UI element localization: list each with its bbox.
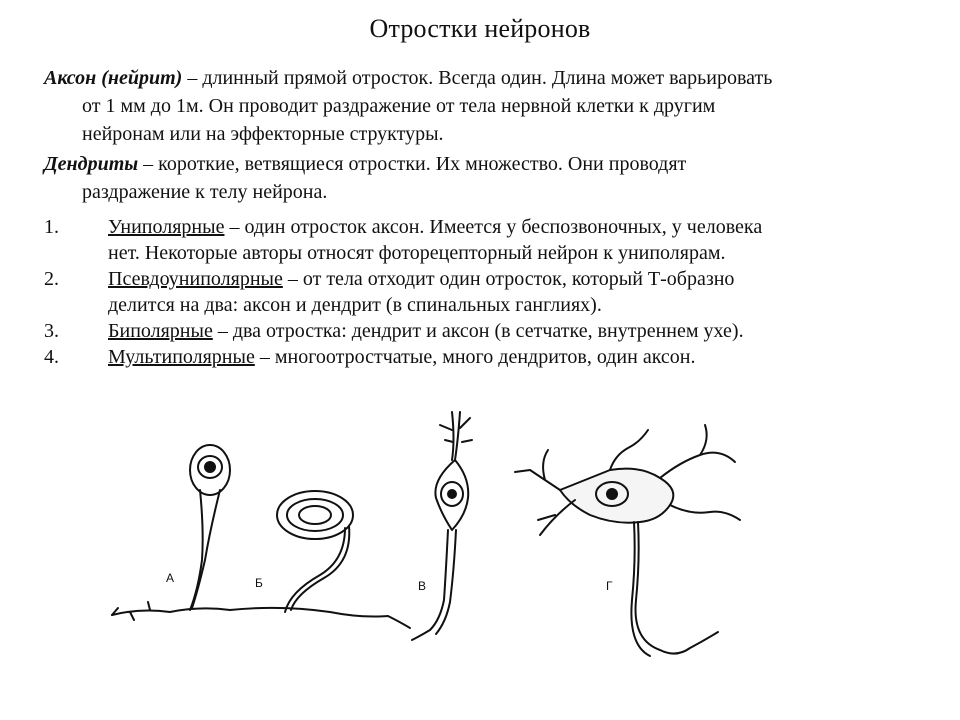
neuron-types-list <box>44 214 944 370</box>
list-text-line2: нет. Некоторые авторы относят фоторецепторный нейрон к униполярам. <box>108 242 726 264</box>
dendrite-text-line1: – короткие, ветвящиеся отростки. Их множество. Они проводят <box>138 153 687 175</box>
list-number: 1. <box>44 216 59 238</box>
axon-text-line3: нейронам или на эффекторные структуры. <box>82 123 444 145</box>
list-number: 4. <box>44 346 59 368</box>
dendrite-definition <box>44 150 944 206</box>
list-text: – многоотростчатые, много дендритов, один аксон. <box>254 346 696 368</box>
list-number: 3. <box>44 320 59 342</box>
dendrite-term: Дендриты <box>44 153 139 175</box>
list-text: – от тела отходит один отросток, который Т-образно <box>282 268 735 290</box>
list-text: – два отростка: дендрит и аксон (в сетчатке, внутреннем ухе). <box>212 320 744 342</box>
axon-text-line1: – длинный прямой отросток. Всегда один. Длина может варьировать <box>182 67 773 89</box>
label-v: В <box>418 579 427 593</box>
list-keyword: Псевдоуниполярные <box>108 268 283 290</box>
list-item <box>44 344 944 370</box>
list-text: – один отросток аксон. Имеется у беспозвоночных, у человека <box>224 216 763 238</box>
list-item <box>44 214 944 266</box>
list-keyword: Униполярные <box>108 216 225 238</box>
nerve-fiber <box>112 608 410 628</box>
neuron-a-unipolar <box>190 445 230 610</box>
neuron-v-bipolar <box>412 412 472 640</box>
list-text-line2: делится на два: аксон и дендрит (в спинальных ганглиях). <box>108 294 602 316</box>
list-item <box>44 318 944 344</box>
list-item <box>44 266 944 318</box>
list-number: 2. <box>44 268 59 290</box>
axon-text-line2: от 1 мм до 1м. Он проводит раздражение от тела нервной клетки к другим <box>82 95 716 117</box>
label-g: Г <box>606 579 613 593</box>
dendrite-text-line2: раздражение к телу нейрона. <box>82 181 328 203</box>
label-a: А <box>166 571 175 585</box>
list-keyword: Биполярные <box>108 320 213 342</box>
page-title: Отростки нейронов <box>369 14 591 43</box>
axon-term: Аксон (нейрит) <box>44 67 183 89</box>
neuron-g-multipolar <box>515 425 740 656</box>
neuron-diagram <box>0 400 960 700</box>
axon-definition <box>44 64 944 148</box>
neuron-b-pseudounipolar <box>277 491 353 612</box>
list-keyword: Мультиполярные <box>108 346 255 368</box>
label-b: Б <box>255 576 263 590</box>
